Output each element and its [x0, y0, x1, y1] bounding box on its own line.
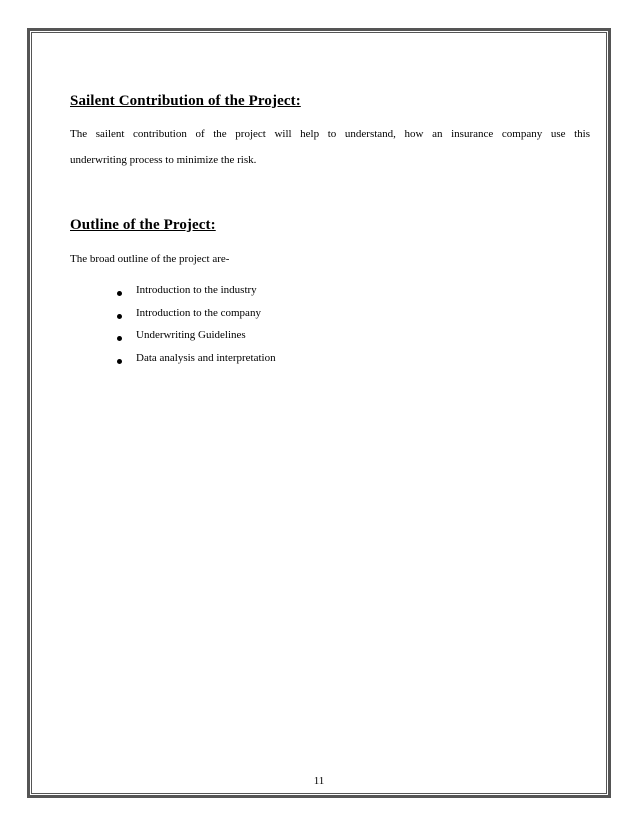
contribution-paragraph-line-1: The sailent contribution of the project will help to understand, how an insurance company use this	[70, 128, 590, 140]
section-heading-outline: Outline of the Project:	[70, 217, 216, 233]
outline-intro: The broad outline of the project are-	[70, 253, 230, 265]
bullet-icon	[117, 291, 122, 296]
section-heading-contribution: Sailent Contribution of the Project:	[70, 93, 301, 109]
page-border-inner	[31, 32, 607, 794]
bullet-icon	[117, 336, 122, 341]
bullet-text: Underwriting Guidelines	[136, 329, 246, 341]
bullet-icon	[117, 314, 122, 319]
bullet-text: Introduction to the company	[136, 306, 261, 319]
page-number: 11	[313, 775, 325, 787]
bullet-icon	[117, 359, 122, 364]
contribution-paragraph-line-2: underwriting process to minimize the risk.	[70, 154, 257, 166]
bullet-text: Introduction to the industry	[136, 284, 257, 296]
bullet-text: Data analysis and interpretation	[136, 351, 276, 364]
